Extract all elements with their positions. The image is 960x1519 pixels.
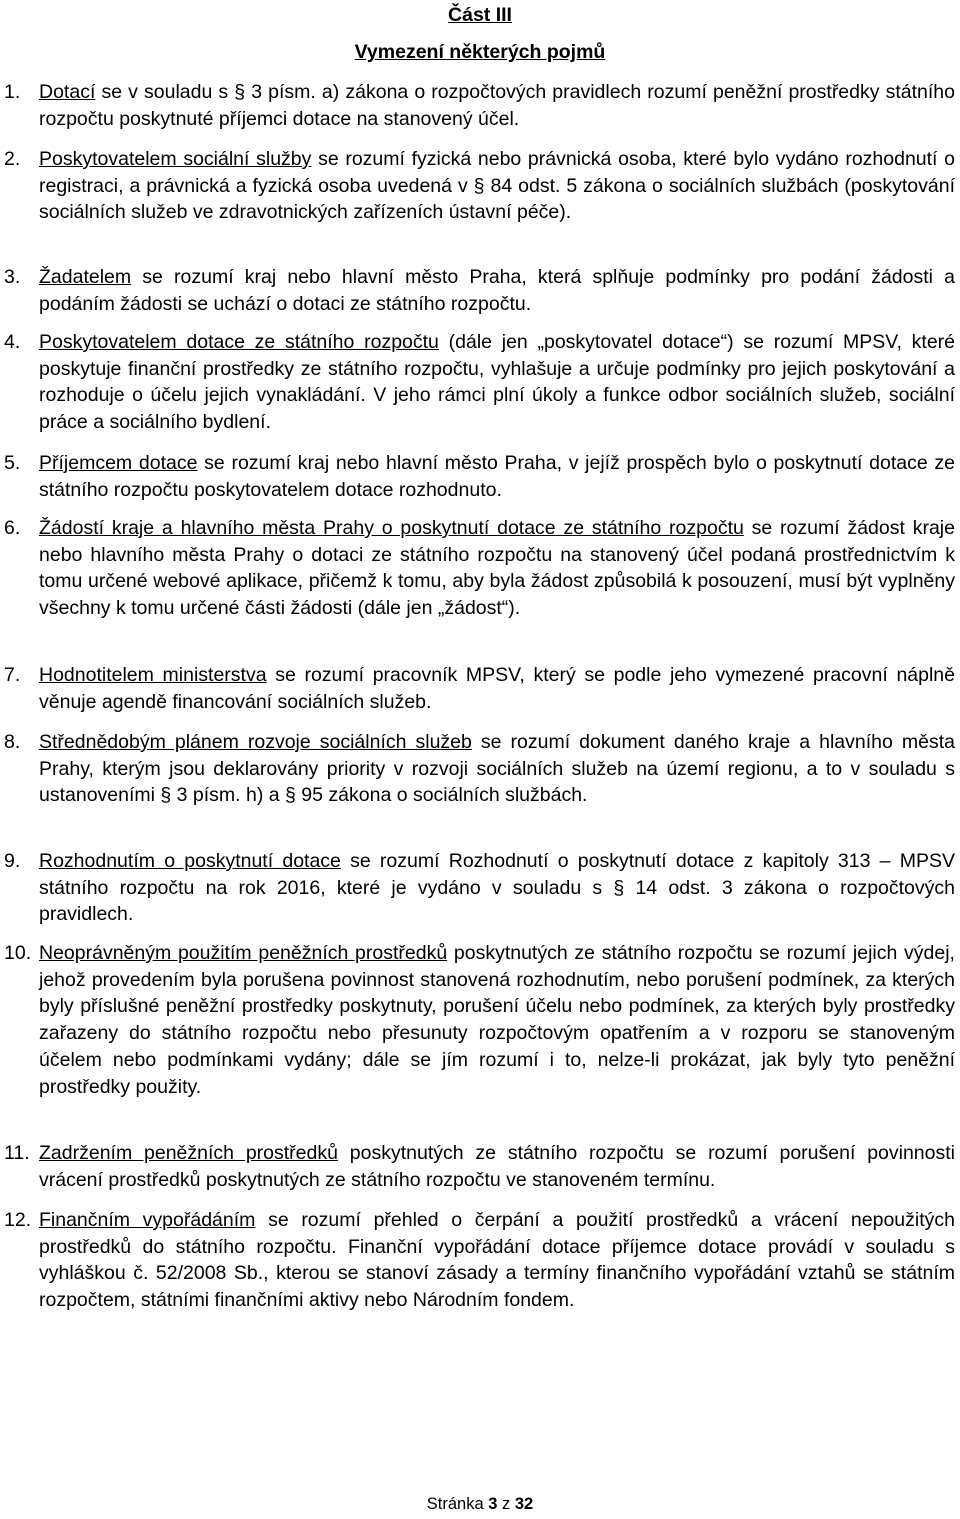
item-term: Střednědobým plánem rozvoje sociálních služeb	[39, 731, 472, 753]
part-title: Část III	[448, 4, 512, 26]
item-number: 10.	[4, 942, 32, 964]
item-body: se rozumí pracovník MPSV, který se podle jeho vymezené pracovní náplně věnuje agendě financování sociálních služeb.	[39, 664, 955, 713]
item-number: 8.	[4, 731, 21, 753]
item-text	[39, 329, 955, 436]
item-text	[39, 729, 955, 809]
item-body: se rozumí přehled o čerpání a použití prostředků a vrácení nepoužitých prostředků do státního rozpočtu. Finanční vypořádání dotace příjemce dotace provádí v souladu s vyhláškou č. 52/2008 Sb., kterou se stanoví zásady a termíny finančního vypořádání vztahů se státním rozpočtem, státními finančními aktivy nebo Národním fondem.	[39, 1209, 955, 1312]
item-text	[39, 79, 955, 132]
item-number: 9.	[4, 850, 21, 872]
item-number: 1.	[4, 81, 21, 103]
item-text	[39, 515, 955, 622]
item-body: (dále jen „poskytovatel dotace“) se rozumí MPSV, které poskytuje finanční prostředky ze státního rozpočtu, vyhlašuje a určuje podmínky pro jejich poskytování a rozhoduje o účelu jejich vynakládání. V jeho rámci plní úkoly a funkce odbor sociálních služeb, sociální práce a sociálního bydlení.	[39, 331, 956, 434]
item-text	[39, 146, 955, 226]
item-body: poskytnutých ze státního rozpočtu se rozumí jejich výdej, jehož provedením byla porušena povinnost stanovená rozhodnutím, nebo porušení podmínek, za kterých byly příslušné peněžní prostředky poskytnuty, porušení účelu nebo podmínek, za kterých byly prostředky zařazeny do státního rozpočtu nebo přesunuty rozpočtovým opatřením a v rozporu se stanoveným účelem nebo podmínkami vydány; dále se jím rozumí i to, nelze-li prokázat, jak byly tyto peněžní prostředky použity.	[39, 942, 955, 1098]
item-number: 5.	[4, 452, 21, 474]
item-body: se rozumí dokument daného kraje a hlavního města Prahy, kterým jsou deklarovány priority v rozvoji sociálních služeb na území regionu, a to v souladu s ustanoveními § 3 písm. h) a § 95 zákona o sociálních službách.	[39, 731, 955, 807]
item-number: 11.	[4, 1142, 30, 1164]
item-term: Neoprávněným použitím peněžních prostředků	[39, 942, 448, 964]
item-number: 7.	[4, 664, 21, 686]
item-text	[39, 940, 955, 1100]
item-text	[39, 848, 955, 928]
item-body: se rozumí fyzická nebo právnická osoba, které bylo vydáno rozhodnutí o registraci, a právnická a fyzická osoba uvedená v § 84 odst. 5 zákona o sociálních službách (poskytování sociálních služeb ve zdravotnických zařízeních ústavní péče).	[39, 148, 955, 224]
item-text	[39, 264, 955, 317]
item-term: Dotací	[39, 81, 96, 103]
item-number: 6.	[4, 517, 21, 539]
item-text	[39, 1140, 955, 1193]
section-title: Vymezení některých pojmů	[354, 41, 606, 63]
item-term: Žádostí kraje a hlavního města Prahy o poskytnutí dotace ze státního rozpočtu	[39, 517, 744, 539]
item-body: se rozumí kraj nebo hlavní město Praha, která splňuje podmínky pro podání žádosti a podáním žádosti se uchází o dotaci ze státního rozpočtu.	[39, 266, 955, 315]
item-number: 12.	[4, 1209, 32, 1231]
item-text	[39, 1207, 955, 1314]
item-body: se rozumí kraj nebo hlavní město Praha, v jejíž prospěch bylo o poskytnutí dotace ze státního rozpočtu poskytovatelem dotace rozhodnuto.	[39, 452, 955, 501]
item-text	[39, 450, 955, 503]
footer-middle: z	[497, 1495, 515, 1513]
item-text	[39, 662, 955, 715]
item-body: poskytnutých ze státního rozpočtu se rozumí porušení povinnosti vrácení prostředků poskytnutých ze státního rozpočtu ve stanoveném termínu.	[39, 1142, 955, 1191]
page-footer	[0, 1494, 960, 1514]
item-term: Poskytovatelem dotace ze státního rozpočtu	[39, 331, 439, 353]
item-term: Příjemcem dotace	[39, 452, 198, 474]
item-number: 2.	[4, 148, 21, 170]
item-term: Rozhodnutím o poskytnutí dotace	[39, 850, 341, 872]
item-term: Hodnotitelem ministerstva	[39, 664, 267, 686]
item-body: se v souladu s § 3 písm. a) zákona o rozpočtových pravidlech rozumí peněžní prostředky státního rozpočtu poskytnuté příjemci dotace na stanovený účel.	[39, 81, 955, 130]
item-term: Finančním vypořádáním	[39, 1209, 256, 1231]
item-term: Poskytovatelem sociální služby	[39, 148, 312, 170]
item-term: Žadatelem	[39, 266, 132, 288]
footer-page-number: 3	[488, 1495, 498, 1513]
item-body: se rozumí Rozhodnutí o poskytnutí dotace z kapitoly 313 – MPSV státního rozpočtu na rok 2016, které je vydáno v souladu s § 14 odst. 3 zákona o rozpočtových pravidlech.	[39, 850, 955, 926]
item-body: se rozumí žádost kraje nebo hlavního města Prahy o dotaci ze státního rozpočtu na stanovený účel podaná prostřednictvím k tomu určené webové aplikace, přičemž k tomu, aby byla žádost způsobilá k posouzení, musí být vyplněny všechny k tomu určené části žádosti (dále jen „žádost“).	[39, 517, 955, 620]
item-term: Zadržením peněžních prostředků	[39, 1142, 338, 1164]
footer-page-total: 32	[514, 1495, 534, 1513]
item-number: 3.	[4, 266, 21, 288]
item-number: 4.	[4, 331, 21, 353]
footer-prefix: Stránka	[426, 1495, 489, 1513]
